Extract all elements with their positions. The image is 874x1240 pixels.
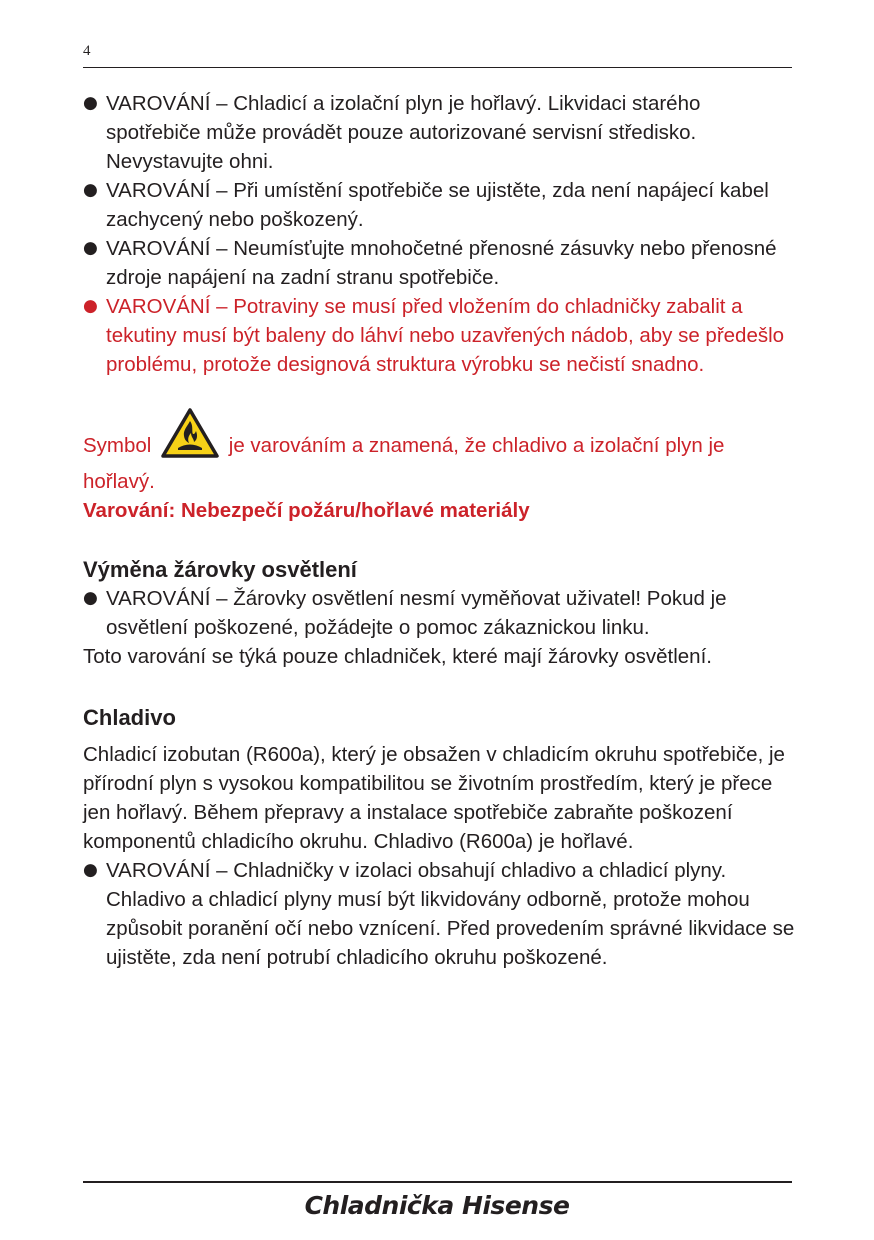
page-content bbox=[83, 89, 795, 972]
lighting-heading: Výměna žárovky osvětlení bbox=[83, 557, 357, 582]
refrigerant-paragraph: Chladicí izobutan (R600a), který je obsažen v chladicím okruhu spotřebiče, je přírodní plyn s vysokou kompatibilitou se životním prostředím, který je přece jen hořlavý. Během přepravy a instalace spotřebiče zabraňte poškození komponentů chladicího okruhu. Chladivo (R600a) je hořlavé. bbox=[83, 743, 785, 853]
refrigerant-heading: Chladivo bbox=[83, 705, 176, 730]
symbol-note bbox=[83, 407, 795, 496]
page-number: 4 bbox=[83, 43, 91, 59]
header-divider bbox=[83, 67, 792, 68]
warning-item-food-packaging: ● VAROVÁNÍ – Potraviny se musí před vložením do chladničky zabalit a tekutiny musí být baleny do láhví nebo uzavřených nádob, aby se předešlo problému, protože designová struktura výrobku se nečistí snadno. bbox=[83, 292, 795, 379]
warning-item-power-strips: ● VAROVÁNÍ – Neumísťujte mnohočetné přenosné zásuvky nebo přenosné zdroje napájení na zadní stranu spotřebiče. bbox=[83, 234, 795, 292]
footer-title: Chladnička Hisense bbox=[304, 1191, 570, 1220]
refrigerant-warning-list bbox=[83, 856, 795, 972]
symbol-note-after: je varováním a znamená, že chladivo a izolační plyn je hořlavý. bbox=[83, 434, 725, 493]
warning-item-refrigerant-disposal: ● VAROVÁNÍ – Chladničky v izolaci obsahují chladivo a chladicí plyny. Chladivo a chladicí plyny musí být likvidovány odborně, protože mohou způsobit poranění očí nebo vznícení. Před provedením správné likvidace se ujistěte, zda není potrubí chladicího okruhu poškozené. bbox=[83, 856, 795, 972]
flammable-warning-icon bbox=[160, 407, 220, 467]
warning-item-flammable-gas: ● VAROVÁNÍ – Chladicí a izolační plyn je hořlavý. Likvidaci starého spotřebiče může provádět pouze autorizované servisní středisko. Nevystavujte ohni. bbox=[83, 89, 795, 176]
top-warning-list bbox=[83, 89, 795, 379]
lighting-note: Toto varování se týká pouze chladniček, které mají žárovky osvětlení. bbox=[83, 645, 712, 668]
footer-divider bbox=[83, 1181, 792, 1183]
warning-item-bulbs: ● VAROVÁNÍ – Žárovky osvětlení nesmí vyměňovat uživatel! Pokud je osvětlení poškozené, požádejte o pomoc zákaznickou linku. bbox=[83, 584, 795, 642]
warning-item-power-cable: ● VAROVÁNÍ – Při umístění spotřebiče se ujistěte, zda není napájecí kabel zachycený nebo poškozený. bbox=[83, 176, 795, 234]
lighting-warning-list bbox=[83, 584, 795, 642]
fire-hazard-warning: Varování: Nebezpečí požáru/hořlavé materiály bbox=[83, 499, 530, 522]
symbol-note-before: Symbol bbox=[83, 434, 152, 457]
